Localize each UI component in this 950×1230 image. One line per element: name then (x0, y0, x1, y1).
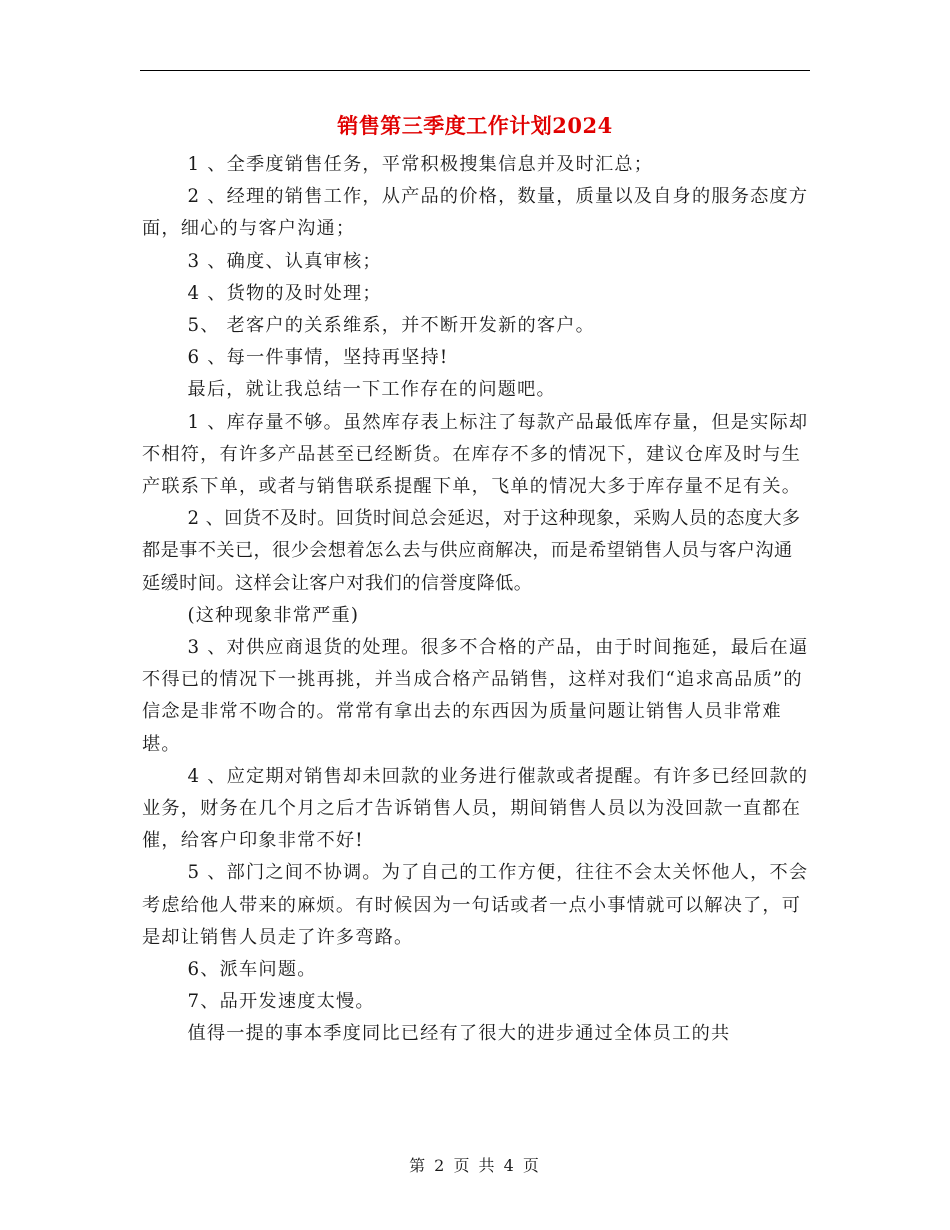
paragraph: 2 、经理的销售工作，从产品的价格，数量，质量以及自身的服务态度方面，细心的与客户沟通； (142, 186, 809, 240)
paragraph: 5、 老客户的关系维系，并不断开发新的客户。 (187, 315, 596, 337)
paragraph: 2 、回货不及时。回货时间总会延迟，对于这种现象，采购人员的态度大多都是事不关已，很少会想着怎么去与供应商解决，而是希望销售人员与客户沟通延缓时间。这样会让客户对我们的信誉度降低。 (142, 508, 801, 594)
paragraph: 6 、每一件事情，坚持再坚持! (187, 347, 449, 369)
paragraph: 6、派车问题。 (187, 959, 317, 981)
paragraph: (这种现象非常严重) (187, 604, 360, 626)
paragraph: 7、品开发速度太慢。 (187, 991, 375, 1013)
paragraph: 1 、库存量不够。虽然库存表上标注了每款产品最低库存量，但是实际却不相符，有许多产品甚至已经断货。在库存不多的情况下，建议仓库及时与生产联系下单，或者与销售联系提醒下单，飞单的情况大多于库存量不足有关。 (142, 411, 809, 498)
paragraph: 1 、全季度销售任务，平常积极搜集信息并及时汇总； (187, 154, 654, 175)
paragraph: 值得一提的事本季度同比已经有了很大的进步通过全体员工的共 (187, 1023, 731, 1045)
paragraph: 3 、对供应商退货的处理。很多不合格的产品，由于时间拖延，最后在逼不得已的情况下一挑再挑，并当成合格产品销售，这样对我们“追求高品质”的信念是非常不吻合的。常常有拿出去的东西因为质量问题让销售人员非常难堪。 (142, 637, 809, 755)
header-rule (140, 70, 810, 71)
document-body (142, 149, 810, 1051)
paragraph: 4 、货物的及时处理； (187, 282, 382, 304)
paragraph: 5 、部门之间不协调。为了自己的工作方便，往往不会太关怀他人，不会考虑给他人带来的麻烦。有时候因为一句话或者一点小事情就可以解决了，可是却让销售人员走了许多弯路。 (142, 862, 809, 948)
paragraph: 3 、确度、认真审核； (187, 250, 382, 272)
page-number-footer: 第 2 页 共 4 页 (409, 1156, 541, 1175)
document-title: 销售第三季度工作计划2024 (337, 113, 613, 138)
paragraph: 4 、应定期对销售却未回款的业务进行催款或者提醒。有许多已经回款的业务，财务在几个月之后才告诉销售人员，期间销售人员以为没回款一直都在催，给客户印象非常不好! (142, 765, 809, 852)
paragraph: 最后，就让我总结一下工作存在的问题吧。 (187, 379, 556, 401)
